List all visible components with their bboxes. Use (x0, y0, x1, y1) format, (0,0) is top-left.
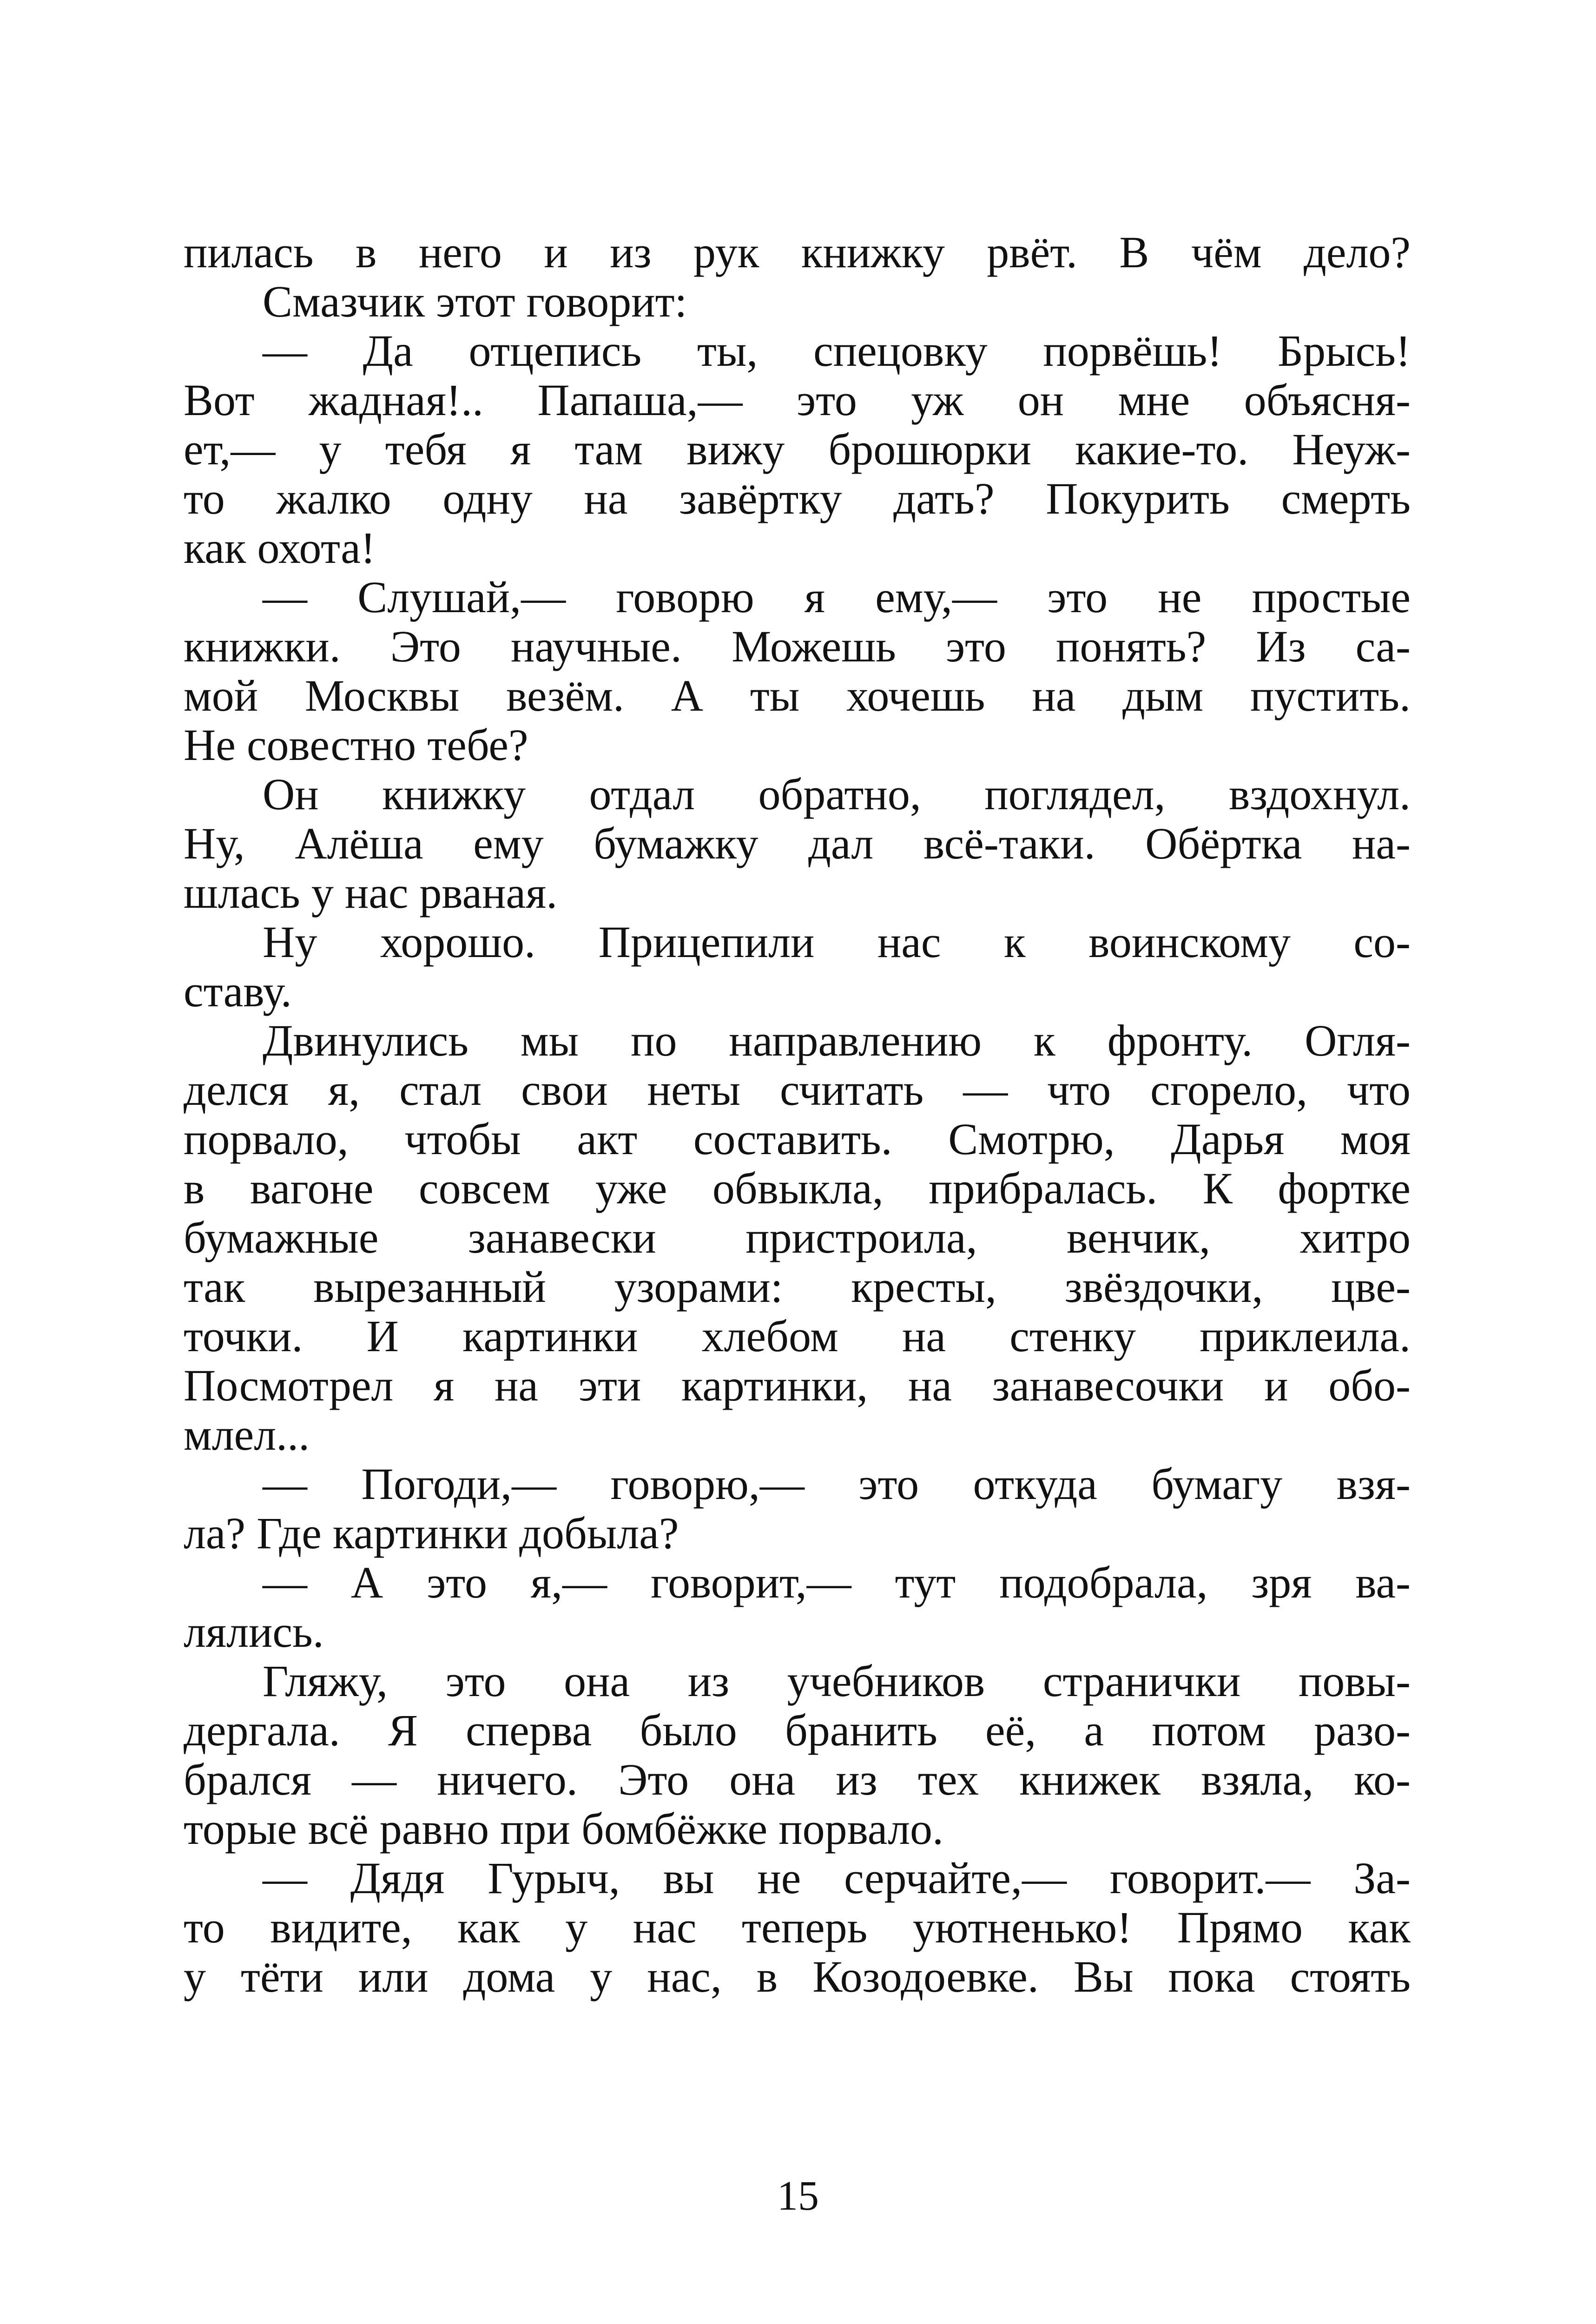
text-line: порвало, чтобы акт составить. Смотрю, Дарья моя (184, 1115, 1411, 1164)
text-line: так вырезанный узорами: кресты, звёздочки, цве- (184, 1262, 1411, 1312)
text-line: книжки. Это научные. Можешь это понять? Из са- (184, 622, 1411, 671)
text-line: ла? Где картинки добыла? (184, 1509, 679, 1558)
text-line: Он книжку отдал обратно, поглядел, вздохнул. (263, 770, 1411, 819)
text-line: в вагоне совсем уже обвыкла, прибралась. К фортке (184, 1164, 1411, 1213)
text-line: делся я, стал свои неты считать — что сгорело, что (184, 1065, 1411, 1115)
text-line: Не совестно тебе? (184, 720, 528, 770)
text-line: Смазчик этот говорит: (263, 277, 687, 326)
text-line: Двинулись мы по направлению к фронту. Огля- (263, 1016, 1411, 1065)
text-line: — Да отцепись ты, спецовку порвёшь! Брысь! (263, 326, 1411, 376)
text-line: пилась в него и из рук книжку рвёт. В чём дело? (184, 228, 1411, 277)
text-line: — А это я,— говорит,— тут подобрала, зря ва- (263, 1558, 1411, 1607)
text-line: лялись. (184, 1607, 324, 1657)
text-line: — Дядя Гурыч, вы не серчайте,— говорит.— За- (263, 1854, 1411, 1903)
text-line: то жалко одну на завёртку дать? Покурить смерть (184, 474, 1411, 523)
text-line: — Слушай,— говорю я ему,— это не простые (263, 573, 1411, 622)
text-line: Ну хорошо. Прицепили нас к воинскому со- (263, 918, 1411, 967)
text-line: Ну, Алёша ему бумажку дал всё-таки. Обёртка на- (184, 819, 1411, 868)
page-number: 15 (777, 2173, 819, 2219)
text-line: то видите, как у нас теперь уютненько! Прямо как (184, 1903, 1411, 1952)
text-line: бумажные занавески пристроила, венчик, хитро (184, 1213, 1411, 1262)
text-line: ставу. (184, 967, 292, 1016)
text-line: ет,— у тебя я там вижу брошюрки какие-то. Неуж- (184, 425, 1411, 474)
text-line: Вот жадная!.. Папаша,— это уж он мне объясня- (184, 376, 1411, 425)
body-text (184, 228, 1411, 2001)
text-line: Гляжу, это она из учебников странички повы- (263, 1657, 1411, 1706)
text-line: у тёти или дома у нас, в Козодоевке. Вы пока стоять (184, 1952, 1411, 2001)
text-line: дергала. Я сперва было бранить её, а потом разо- (184, 1706, 1411, 1755)
text-line: точки. И картинки хлебом на стенку приклеила. (184, 1312, 1411, 1361)
text-line: брался — ничего. Это она из тех книжек взяла, ко- (184, 1755, 1411, 1804)
text-line: Посмотрел я на эти картинки, на занавесочки и обо- (184, 1361, 1411, 1410)
text-line: млел... (184, 1410, 310, 1459)
text-line: шлась у нас рваная. (184, 868, 558, 918)
text-line: — Погоди,— говорю,— это откуда бумагу взя- (263, 1459, 1411, 1509)
text-line: мой Москвы везём. А ты хочешь на дым пустить. (184, 671, 1411, 720)
text-line: торые всё равно при бомбёжке порвало. (184, 1804, 944, 1854)
text-line: как охота! (184, 523, 376, 573)
